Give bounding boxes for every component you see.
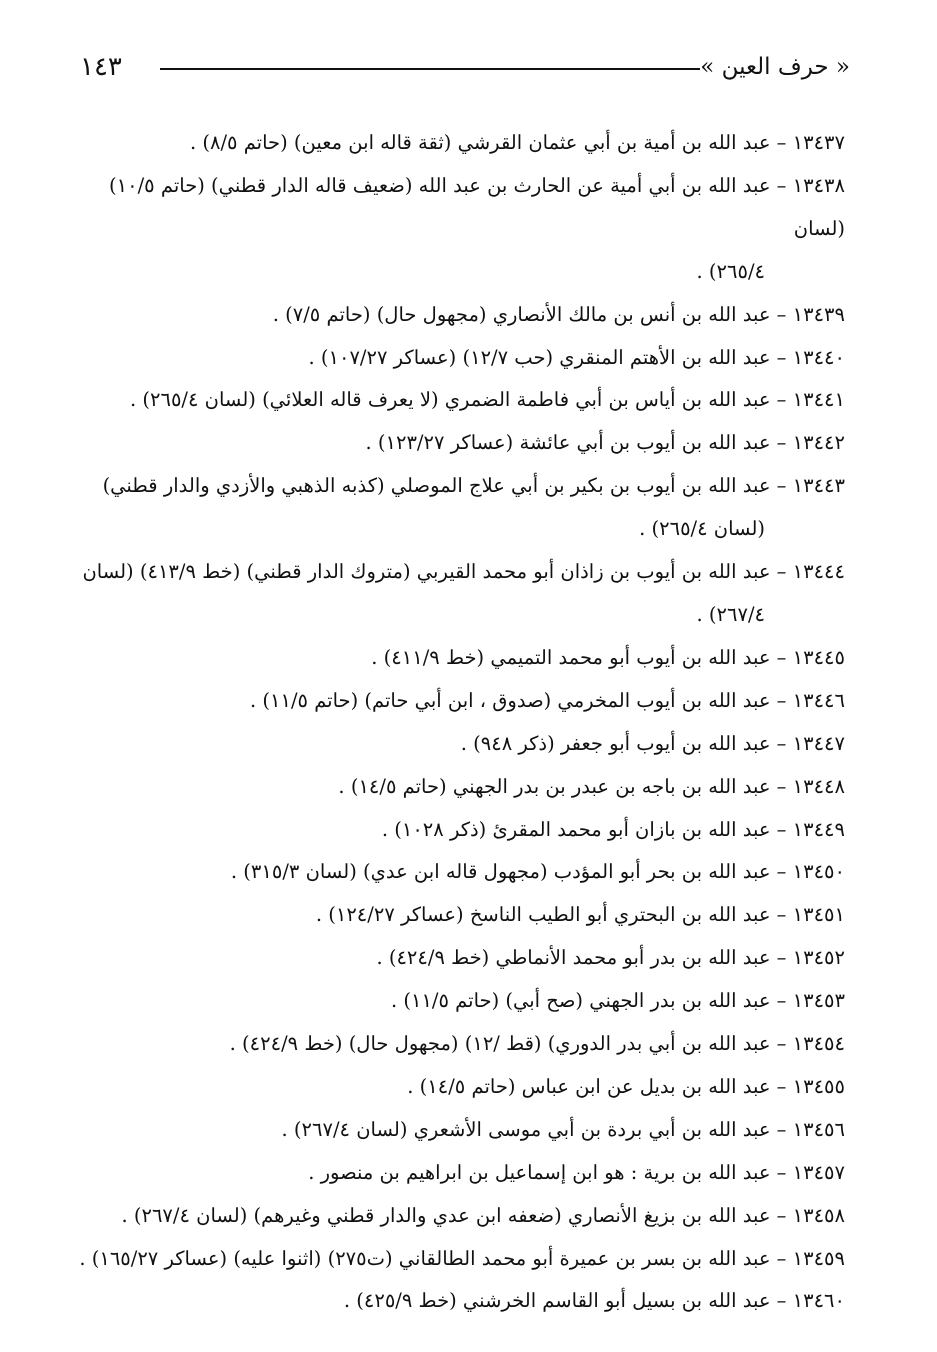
entry-13460: ١٣٤٦٠ – عبد الله بن بسيل أبو القاسم الخرشني (خط ٤٢٥/٩) . (343, 1289, 845, 1313)
entry-13452: ١٣٤٥٢ – عبد الله بن بدر أبو محمد الأنماطي (خط ٤٢٤/٩) . (376, 946, 845, 970)
entry-13451: ١٣٤٥١ – عبد الله بن البحتري أبو الطيب الناسخ (عساكر ١٢٤/٢٧) . (315, 903, 845, 927)
entry-13447: ١٣٤٤٧ – عبد الله بن أيوب أبو جعفر (ذكر ٩٤٨) . (460, 731, 845, 755)
entry-13442: ١٣٤٤٢ – عبد الله بن أيوب بن أبي عائشة (عساكر ١٢٣/٢٧) . (365, 431, 845, 455)
entry-13448: ١٣٤٤٨ – عبد الله بن باجه بن عبدر بن بدر الجهني (حاتم ١٤/٥) . (338, 774, 845, 798)
page-number: ١٤٣ (80, 52, 122, 82)
entry-13441: ١٣٤٤١ – عبد الله بن أياس بن أبي فاطمة الضمري (لا يعرف قاله العلائي) (لسان ٢٦٥/٤) . (129, 388, 845, 412)
entry-13444-continuation: ٢٦٧/٤) . (696, 602, 765, 626)
entry-13446: ١٣٤٤٦ – عبد الله بن أيوب المخرمي (صدوق ، ابن أبي حاتم) (حاتم ١١/٥) . (249, 688, 845, 712)
entry-13443: ١٣٤٤٣ – عبد الله بن أيوب بن بكير بن أبي علاج الموصلي (كذبه الذهبي والأزدي والدار قطني) (102, 474, 845, 498)
header-rule (160, 68, 700, 70)
entry-13456: ١٣٤٥٦ – عبد الله بن أبي بردة بن أبي موسى الأشعري (لسان ٢٦٧/٤) . (281, 1117, 845, 1141)
entry-13439: ١٣٤٣٩ – عبد الله بن أنس بن مالك الأنصاري (مجهول حال) (حاتم ٧/٥) . (272, 302, 845, 326)
entry-13458: ١٣٤٥٨ – عبد الله بن بزيغ الأنصاري (ضعفه ابن عدي والدار قطني وغيرهم) (لسان ٢٦٧/٤) . (121, 1203, 845, 1227)
entry-13443-continuation: (لسان ٢٦٥/٤) . (639, 517, 765, 541)
chapter-title: « حرف العين » (700, 54, 850, 80)
entry-13454: ١٣٤٥٤ – عبد الله بن أبي بدر الدوري) (قط /١٢) (مجهول حال) (خط ٤٢٤/٩) . (229, 1032, 845, 1056)
entry-13438-continuation: ٢٦٥/٤) . (696, 259, 765, 283)
entry-13449: ١٣٤٤٩ – عبد الله بن بازان أبو محمد المقرئ (ذكر ١٠٢٨) . (381, 817, 845, 841)
entry-13450: ١٣٤٥٠ – عبد الله بن بحر أبو المؤدب (مجهول قاله ابن عدي) (لسان ٣١٥/٣) . (230, 860, 845, 884)
entry-13438: ١٣٤٣٨ – عبد الله بن أبي أمية عن الحارث بن عبد الله (ضعيف قاله الدار قطني) (حاتم ١٠/٥) (لسان (109, 173, 845, 240)
entry-13455: ١٣٤٥٥ – عبد الله بن بديل عن ابن عباس (حاتم ١٤/٥) . (407, 1074, 845, 1098)
entry-list (70, 122, 845, 1323)
entry-13445: ١٣٤٤٥ – عبد الله بن أيوب أبو محمد التميمي (خط ٤١١/٩) . (371, 645, 845, 669)
entry-13453: ١٣٤٥٣ – عبد الله بن بدر الجهني (صح أبي) (حاتم ١١/٥) . (390, 989, 845, 1013)
page-header (80, 48, 850, 88)
entry-13437: ١٣٤٣٧ – عبد الله بن أمية بن أبي عثمان القرشي (ثقة قاله ابن معين) (حاتم ٨/٥) . (189, 131, 845, 154)
entry-13444: ١٣٤٤٤ – عبد الله بن أيوب بن زاذان أبو محمد القيربي (متروك الدار قطني) (خط ٤١٣/٩) (لسان (82, 560, 845, 584)
entry-13457: ١٣٤٥٧ – عبد الله بن برية : هو ابن إسماعيل بن ابراهيم بن منصور . (308, 1160, 845, 1184)
entry-13459: ١٣٤٥٩ – عبد الله بن بسر بن عميرة أبو محمد الطالقاني (ت٢٧٥) (اثنوا عليه) (عساكر ١٦٥/٢٧) . (79, 1246, 845, 1270)
entry-13440: ١٣٤٤٠ – عبد الله بن الأهتم المنقري (حب ١٢/٧) (عساكر ١٠٧/٢٧) . (308, 345, 845, 369)
